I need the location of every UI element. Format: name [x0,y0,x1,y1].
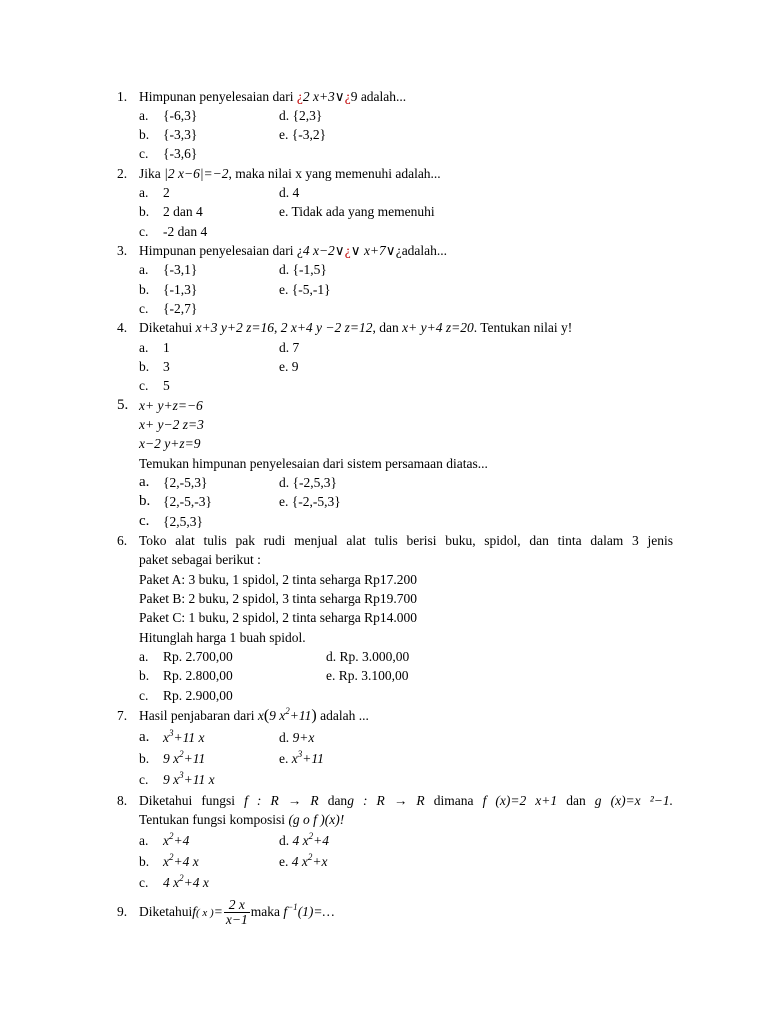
option-d: d. 4 $x^2+4$ [279,831,329,848]
question-number: 5. [117,397,129,413]
question-stem: Diketahui fungsi f : R → R dang : R → R dimana f (x)=2 x+1 dan g (x)=x ²−1. [139,793,674,808]
option-a: $x^2+4$ [163,831,190,848]
option-letter: c. [139,301,149,316]
option-letter: c. [139,875,149,890]
option-letter: c. [139,688,149,703]
option-c: {2,5,3} [163,514,203,529]
option-a: 1 [163,340,170,355]
option-letter: c. [139,224,149,239]
question-stem-cont: paket sebagai berikut : [139,552,261,567]
question-number: 3. [117,243,128,258]
option-letter: a. [139,729,150,745]
question-stem-cont: Tentukan fungsi komposisi (g o f )(x)! [139,812,345,827]
option-letter: b. [139,282,150,297]
option-letter: b. [139,359,150,374]
question-number: 1. [117,89,128,104]
option-letter: a. [139,185,149,200]
option-e: e. $x^3+11$ [279,749,324,766]
expression: x [257,708,264,723]
option-letter: b. [139,668,150,683]
option-c: 9 $x^3+11$ x [163,770,215,787]
option-b: {-3,3} [163,127,198,142]
option-letter: a. [139,108,149,123]
option-letter: c. [139,772,149,787]
option-letter: a. [139,649,149,664]
option-e: e. {-3,2} [279,127,327,142]
option-letter: a. [139,262,149,277]
option-c: {-3,6} [163,146,198,161]
question-number: 8. [117,793,128,808]
option-d: d. {-1,5} [279,262,327,277]
question-stem: Temukan himpunan penyelesaian dari sistem persamaan diatas... [139,456,488,471]
paket-c: Paket C: 1 buku, 2 spidol, 2 tinta seharga Rp14.000 [139,610,417,625]
option-e: e. {-5,-1} [279,282,331,297]
option-letter: b. [139,204,150,219]
option-d: d. 9+x [279,730,315,745]
option-a: {-3,1} [163,262,198,277]
question-stem: Diketahui x+3 y+2 z=16, 2 x+4 y −2 z=12, dan x+ y+4 z=20. Tentukan nilai y! [139,320,573,335]
equation-2: x+ y−2 z=3 [139,417,204,432]
option-b: Rp. 2.800,00 [163,668,233,683]
option-c: -2 dan 4 [163,224,208,239]
question-stem: Diketahuif( x )= $\frac{2 x}{x-1}$ maka $f^{-1}(1)=\dots$ [139,897,335,928]
option-d: d. {2,3} [279,108,323,123]
question-prompt: Hitunglah harga 1 buah spidol. [139,630,306,645]
option-c: {-2,7} [163,301,198,316]
question-number: 2. [117,166,128,181]
option-letter: b. [139,127,150,142]
paket-a: Paket A: 3 buku, 1 spidol, 2 tinta seharga Rp17.200 [139,572,417,587]
option-letter: b. [139,493,151,509]
option-d: d. 7 [279,340,300,355]
question-number: 7. [117,708,128,723]
option-d: d. {-2,5,3} [279,475,337,490]
option-letter: a. [139,833,149,848]
option-letter: b. [139,854,150,869]
option-a: {-6,3} [163,108,198,123]
option-a: {2,-5,3} [163,475,208,490]
question-stem: Toko alat tulis pak rudi menjual alat tulis berisi buku, spidol, dan tinta dalam 3 jenis [139,533,673,548]
option-a: Rp. 2.700,00 [163,649,233,664]
question-stem: Hasil penjabaran dari x(9 $x^2+11$) adalah ... [139,706,369,724]
question-stem: Himpunan penyelesaian dari ¿2 x+3∨¿9 adalah... [139,89,407,104]
option-a: 2 [163,185,170,200]
option-d: d. 4 [279,185,300,200]
option-c: 4 $x^2+4$ x [163,873,209,890]
option-b: 3 [163,359,170,374]
paket-b: Paket B: 2 buku, 2 spidol, 3 tinta seharga Rp19.700 [139,591,417,606]
equation-1: x+ y+z=−6 [139,398,203,413]
option-b: $x^2+4$ x [163,852,199,869]
question-number: 6. [117,533,128,548]
option-e: e. Rp. 3.100,00 [326,668,409,683]
option-letter: c. [139,146,149,161]
option-b: 2 dan 4 [163,204,203,219]
option-letter: a. [139,474,150,490]
option-letter: c. [139,378,149,393]
question-stem: Jika |2 x−6|=−2, maka nilai x yang memenuhi adalah... [139,166,441,181]
option-a: $x^3+11$ x [163,728,205,745]
option-b: 9 $x^2+11$ [163,749,206,766]
option-letter: b. [139,751,150,766]
option-b: {2,-5,-3} [163,494,212,509]
option-e: e. 4 $x^2+x$ [279,852,328,869]
option-c: Rp. 2.900,00 [163,688,233,703]
option-b: {-1,3} [163,282,198,297]
option-d: d. Rp. 3.000,00 [326,649,410,664]
equation-3: x−2 y+z=9 [139,436,201,451]
option-letter: c. [139,513,150,529]
fraction: $\frac{2 x}{x-1}$ [225,897,248,928]
option-e: e. {-2,-5,3} [279,494,341,509]
question-stem: Himpunan penyelesaian dari ¿4 x−2∨¿∨ x+7∨¿adalah... [139,243,448,258]
option-c: 5 [163,378,170,393]
option-e: e. Tidak ada yang memenuhi [279,204,435,219]
option-letter: a. [139,340,149,355]
option-e: e. 9 [279,359,299,374]
question-number: 4. [117,320,128,335]
question-number: 9. [117,904,128,919]
